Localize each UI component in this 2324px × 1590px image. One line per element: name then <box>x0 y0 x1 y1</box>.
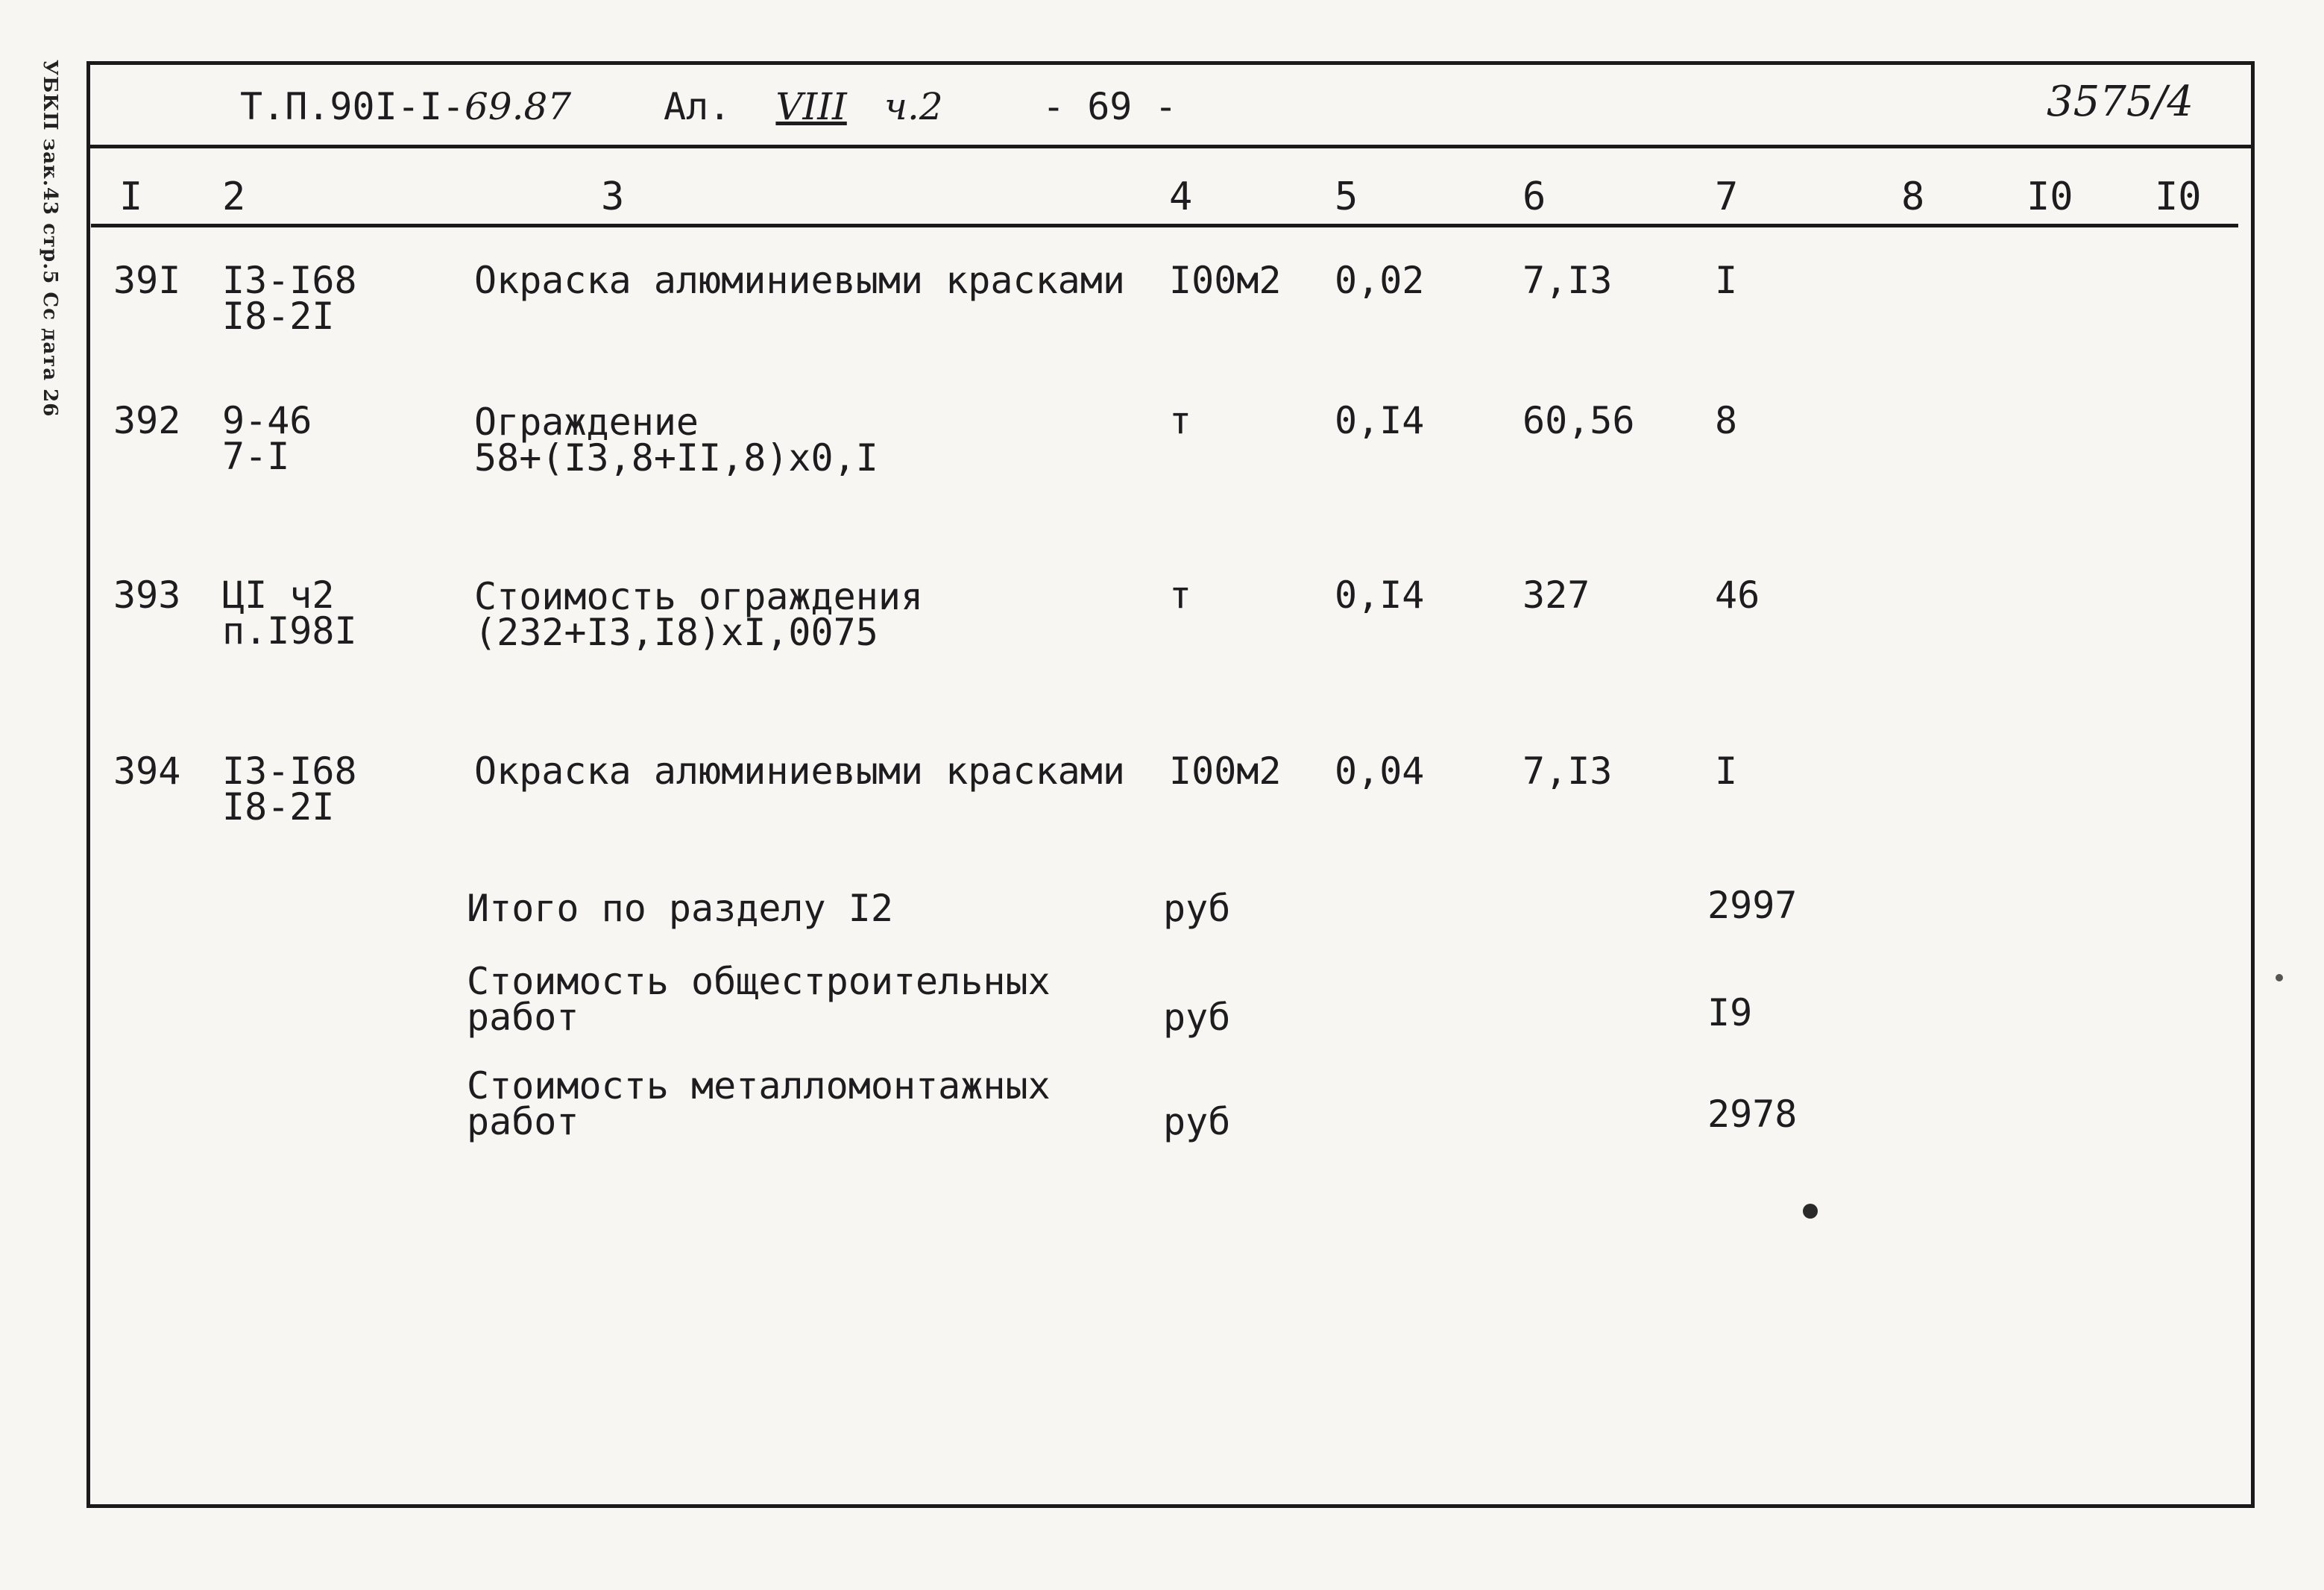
summary-description-line-2: работ <box>467 1100 579 1143</box>
row-description-line-1: Стоимость ограждения <box>474 575 924 618</box>
column-header-rule <box>91 224 2238 227</box>
row-code-line-1: 9-46 <box>222 399 312 442</box>
header-rule <box>86 145 2255 148</box>
col-header-2: 2 <box>222 175 246 219</box>
margin-stamp-note: УБКП зак.43 стр.5 Сс дата 26 <box>39 60 61 418</box>
row-description: Окраска алюминиевыми красками <box>474 259 1125 302</box>
col-header-4: 4 <box>1169 175 1193 219</box>
header-project-code <box>240 85 572 128</box>
row-code-line-1: I3-I68 <box>222 750 357 793</box>
col-header-5: 5 <box>1335 175 1358 219</box>
col-header-3: 3 <box>601 175 625 219</box>
row-unit: т <box>1169 399 1192 442</box>
row-unit-price: 7,I3 <box>1522 259 1613 302</box>
row-code-line-1: ЦI ч2 <box>222 574 335 617</box>
row-quantity: 0,I4 <box>1335 574 1425 617</box>
album-number-handwritten: VIII <box>775 85 847 128</box>
row-total: I <box>1715 750 1738 793</box>
row-number: 393 <box>113 574 181 617</box>
col-header-10: I0 <box>2155 175 2202 219</box>
row-unit-price: 7,I3 <box>1522 750 1613 793</box>
summary-description: Итого по разделу I2 <box>467 887 893 930</box>
row-unit-price: 60,56 <box>1522 399 1635 442</box>
row-total: I <box>1715 259 1738 302</box>
scan-speck <box>1803 1204 1818 1219</box>
header-album <box>664 85 943 128</box>
row-unit: I00м2 <box>1169 750 1282 793</box>
row-total: 8 <box>1715 399 1738 442</box>
row-unit: I00м2 <box>1169 259 1282 302</box>
summary-description-line-1: Стоимость общестроительных <box>467 960 1051 1003</box>
row-number: 392 <box>113 399 181 442</box>
album-label: Ал. <box>664 85 731 128</box>
row-description-line-2: (232+I3,I8)xI,0075 <box>474 611 878 654</box>
project-code-typed: Т.П.90І-І- <box>240 85 465 128</box>
col-header-1: I <box>119 175 143 219</box>
row-code-line-2: I8-2I <box>222 295 335 338</box>
summary-description-line-2: работ <box>467 996 579 1039</box>
row-number: 39I <box>113 259 181 302</box>
row-description: Окраска алюминиевыми красками <box>474 750 1125 793</box>
row-code-line-2: п.I98I <box>222 609 357 653</box>
project-code-handwritten: 69.87 <box>465 85 572 128</box>
summary-total: I9 <box>1707 991 1753 1034</box>
document-stamp-number: 3575/4 <box>2047 78 2194 126</box>
col-header-7: 7 <box>1715 175 1739 219</box>
summary-unit: руб <box>1163 996 1231 1039</box>
col-header-6: 6 <box>1522 175 1546 219</box>
row-description-line-2: 58+(I3,8+II,8)x0,I <box>474 436 878 480</box>
page-number: - 69 - <box>1042 85 1177 128</box>
summary-total: 2997 <box>1707 884 1798 927</box>
scan-speck <box>2276 974 2283 981</box>
row-quantity: 0,I4 <box>1335 399 1425 442</box>
row-code-line-2: 7-I <box>222 435 290 478</box>
col-header-9: I0 <box>2027 175 2073 219</box>
row-code-line-2: I8-2I <box>222 785 335 829</box>
row-unit-price: 327 <box>1522 574 1590 617</box>
col-header-8: 8 <box>1901 175 1925 219</box>
album-part-handwritten: ч.2 <box>884 85 943 128</box>
row-quantity: 0,04 <box>1335 750 1425 793</box>
summary-unit: руб <box>1163 887 1231 930</box>
summary-unit: руб <box>1163 1100 1231 1143</box>
row-total: 46 <box>1715 574 1760 617</box>
row-number: 394 <box>113 750 181 793</box>
row-unit: т <box>1169 574 1192 617</box>
row-quantity: 0,02 <box>1335 259 1425 302</box>
summary-total: 2978 <box>1707 1093 1798 1136</box>
row-description-line-1: Ограждение <box>474 400 699 444</box>
row-code-line-1: I3-I68 <box>222 259 357 302</box>
summary-description-line-1: Стоимость металломонтажных <box>467 1064 1051 1107</box>
